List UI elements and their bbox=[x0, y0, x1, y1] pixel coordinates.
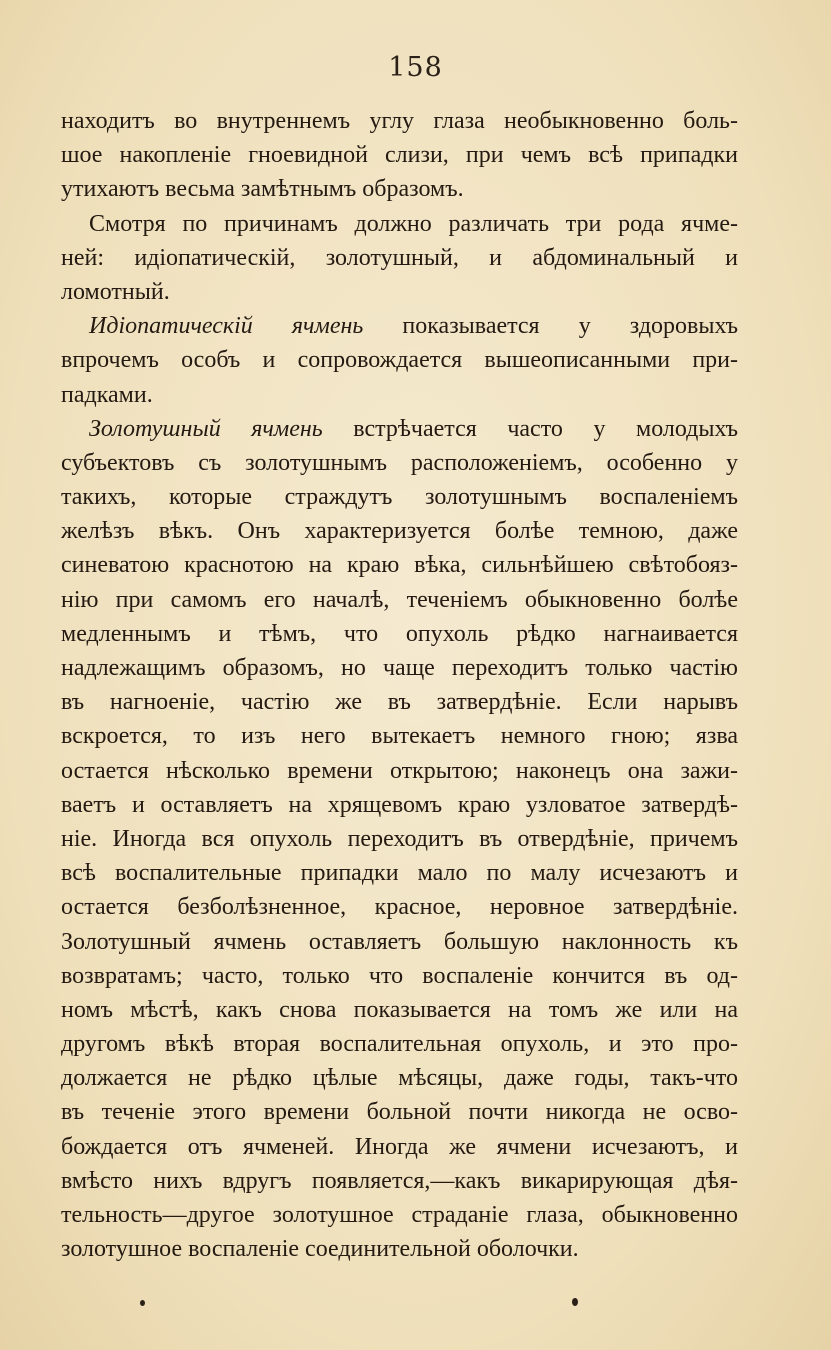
text-line: номъ мѣстѣ, какъ снова показывается на томъ же или на bbox=[61, 996, 738, 1023]
text-line: желѣзъ вѣкъ. Онъ характеризуется болѣе темною, даже bbox=[61, 518, 738, 545]
text-line: остается безболѣзненное, красное, неровное затвердѣніе. bbox=[61, 894, 738, 921]
text-line: находитъ во внутреннемъ углу глаза необыкновенно боль- bbox=[61, 108, 738, 134]
text-line: медленнымъ и тѣмъ, что опухоль рѣдко нагнаивается bbox=[61, 620, 738, 647]
text-line: ваетъ и оставляетъ на хрящевомъ краю узловатое затвердѣ- bbox=[61, 791, 738, 818]
text-line: Золотушный ячмень оставляетъ большую наклонность къ bbox=[61, 928, 738, 955]
text-line: утихаютъ весьма замѣтнымъ образомъ. bbox=[61, 176, 464, 203]
text-line: въ нагноеніе, частію же въ затвердѣніе. Если нарывъ bbox=[61, 689, 738, 716]
text-line: синеватою краснотою на краю вѣка, сильнѣйшею свѣтобояз- bbox=[61, 552, 738, 579]
text-line: впрочемъ особъ и сопровождается вышеописанными при- bbox=[61, 347, 738, 374]
text-line: должается не рѣдко цѣлые мѣсяцы, даже годы, такъ-что bbox=[61, 1065, 738, 1092]
ink-dot bbox=[572, 1298, 578, 1306]
text-line: падками. bbox=[61, 381, 153, 408]
ink-dot bbox=[140, 1300, 145, 1306]
text-line: возвратамъ; часто, только что воспаленіе кончится въ од- bbox=[61, 962, 738, 989]
text-line: ломотный. bbox=[61, 278, 170, 305]
text-line: бождается отъ ячменей. Иногда же ячмени исчезаютъ, и bbox=[61, 1133, 738, 1160]
text-line: ніе. Иногда вся опухоль переходитъ въ отвердѣніе, причемъ bbox=[61, 825, 738, 852]
text-line: субъектовъ съ золотушнымъ расположеніемъ, особенно у bbox=[61, 449, 738, 476]
text-line: ней: идіопатическій, золотушный, и абдоминальный и bbox=[61, 244, 738, 271]
text-line: золотушное воспаленіе соединительной оболочки. bbox=[61, 1236, 579, 1263]
text-line: вскроется, то изъ него вытекаетъ немного гною; язва bbox=[61, 723, 738, 750]
text-line: такихъ, которые страждутъ золотушнымъ воспаленіемъ bbox=[61, 484, 738, 511]
text-line: въ теченіе этого времени больной почти никогда не осво- bbox=[61, 1099, 738, 1126]
italic-term: Идіопатическій ячмень bbox=[89, 313, 364, 340]
text-line: всѣ воспалительные припадки мало по малу исчезаютъ и bbox=[61, 860, 738, 887]
text-line: Золотушный ячмень встрѣчается часто у молодыхъ bbox=[89, 415, 738, 442]
footer-marks bbox=[0, 1296, 831, 1316]
text-line: нію при самомъ его началѣ, теченіемъ обыкновенно болѣе bbox=[61, 586, 738, 613]
page-number: 158 bbox=[388, 52, 443, 83]
text-line: надлежащимъ образомъ, но чаще переходитъ только частію bbox=[61, 655, 738, 681]
text-line: Идіопатическій ячмень показывается у здоровыхъ bbox=[89, 313, 738, 340]
italic-term: Золотушный ячмень bbox=[89, 415, 323, 442]
text-line: остается нѣсколько времени открытою; наконецъ она зажи- bbox=[61, 757, 738, 784]
text-line: вмѣсто нихъ вдругъ появляется,—какъ викарирующая дѣя- bbox=[61, 1167, 738, 1194]
text-line: другомъ вѣкѣ вторая воспалительная опухоль, и это про- bbox=[61, 1031, 738, 1058]
text-line: шое накопленіе гноевидной слизи, при чемъ всѣ припадки bbox=[61, 142, 738, 169]
body-text bbox=[61, 104, 738, 1266]
text-line: тельность—другое золотушное страданіе глаза, обыкновенно bbox=[61, 1202, 738, 1228]
text-line: Смотря по причинамъ должно различать три рода ячме- bbox=[89, 210, 738, 237]
